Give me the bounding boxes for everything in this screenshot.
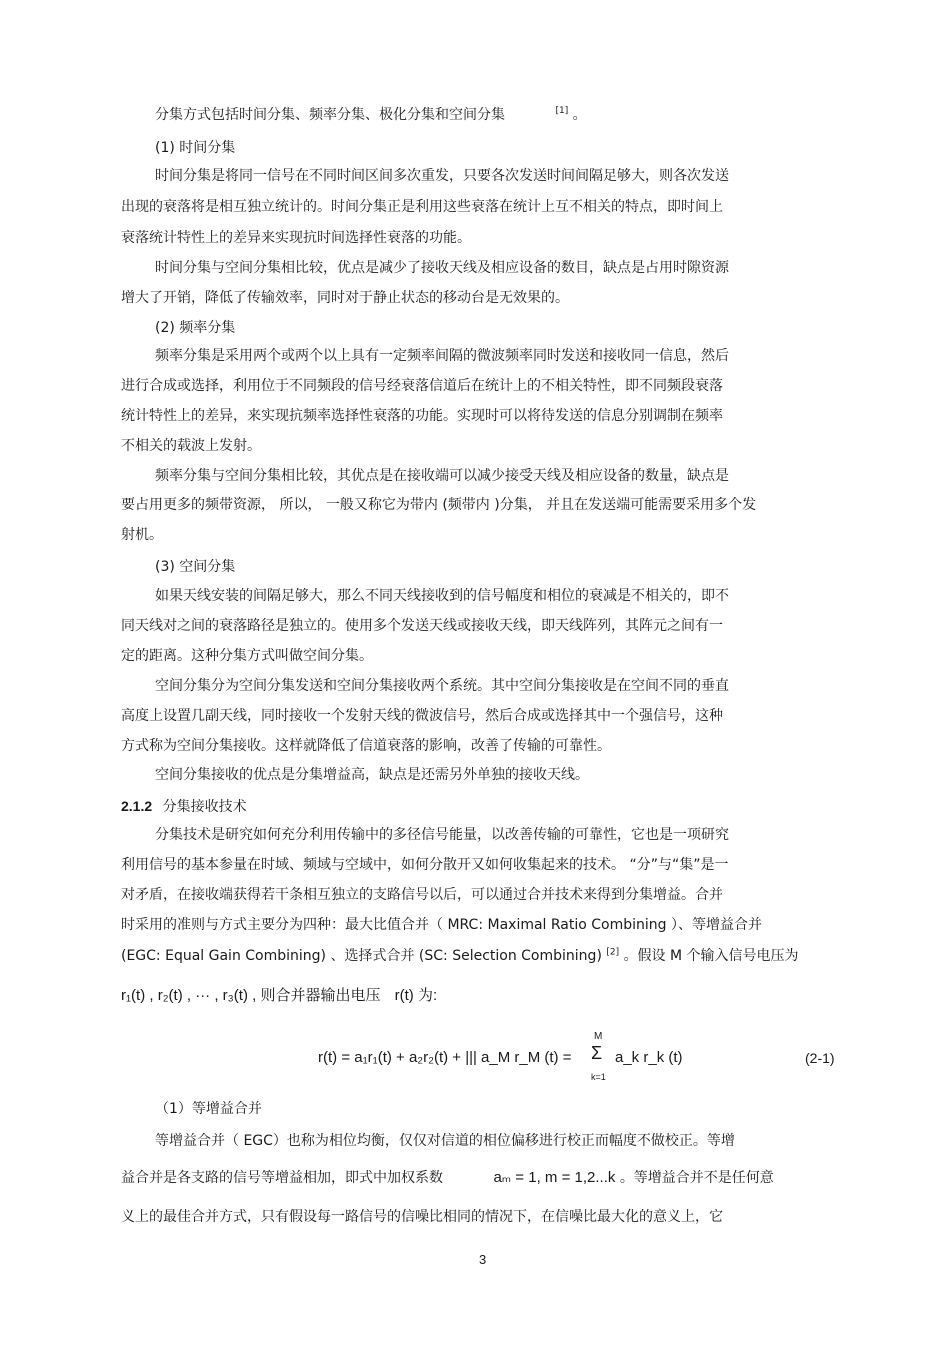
space-p2-line2: 高度上设置几副天线，同时接收一个发射天线的微波信号，然后合成或选择其中一个强信号，这种 <box>121 708 723 724</box>
intro-text: 分集方式包括时间分集、频率分集、极化分集和空间分集 <box>155 107 505 123</box>
freq-p2-line2: 要占用更多的频带资源， 所以， 一般又称它为带内 (频带内 )分集， 并且在发送端可能需要采用多个发 <box>121 497 757 513</box>
intro-line <box>155 105 587 125</box>
output-voltage: r(t) 为: <box>394 987 438 1004</box>
egc-line2 <box>121 1168 774 1188</box>
heading-time-diversity: (1) 时间分集 <box>155 140 236 156</box>
egc-line2-text: 益合并是各支路的信号等增益相加，即式中加权系数 <box>121 1170 443 1186</box>
heading-equal-gain: （1）等增益合并 <box>155 1101 262 1117</box>
time-p1-line3: 衰落统计特性上的差异来实现抗时间选择性衰落的功能。 <box>121 230 471 246</box>
heading-frequency-diversity: (2) 频率分集 <box>155 320 236 336</box>
egc-line3: 义上的最佳合并方式，只有假设每一路信号的信噪比相同的情况下，在信噪比最大化的意义上，它 <box>121 1209 723 1225</box>
time-p1-line1: 时间分集是将同一信号在不同时间区间多次重发，只要各次发送时间间隔足够大，则各次发送 <box>155 168 729 184</box>
s212-line3: 对矛盾，在接收端获得若干条相互独立的支路信号以后，可以通过合并技术来得到分集增益。合并 <box>121 887 723 903</box>
freq-p2-line1: 频率分集与空间分集相比较，其优点是在接收端可以减少接受天线及相应设备的数量，缺点是 <box>155 468 729 484</box>
time-p1-line2: 出现的衰落将是相互独立统计的。时间分集正是利用这些衰落在统计上互不相关的特点，即时间上 <box>121 199 723 215</box>
intro-citation: [1] <box>555 106 569 117</box>
s212-line1: 分集技术是研究如何充分利用传输中的多径信号能量，以改善传输的可靠性，它也是一项研究 <box>155 827 729 843</box>
s212-line5 <box>121 946 799 966</box>
signal-list: r₁(t) , r₂(t) , ··· , r₃(t) , 则合并器输出电压 <box>121 987 381 1004</box>
freq-p1-line3: 统计特性上的差异，来实现抗频率选择性衰落的功能。实现时可以将待发送的信息分别调制在频率 <box>121 408 723 424</box>
space-p1-line3: 定的距离。这种分集方式叫做空间分集。 <box>121 648 373 664</box>
section-number: 2.1.2 <box>121 798 153 814</box>
s212-line5-end: 。假设 M 个输入信号电压为 <box>623 948 799 964</box>
freq-p1-line2: 进行合成或选择，利用位于不同频段的信号经衰落信道后在统计上的不相关特性，即不同频段衰落 <box>121 378 723 394</box>
freq-p1-line4: 不相关的载波上发射。 <box>121 438 261 454</box>
page-number: 3 <box>479 1252 487 1267</box>
s212-line4: 时采用的准则与方式主要分为四种：最大比值合并（ MRC: Maximal Ratio Combining ）、等增益合并 <box>121 917 763 933</box>
space-p3-line1: 空间分集接收的优点是分集增益高，缺点是还需另外单独的接收天线。 <box>155 767 589 783</box>
s212-line2: 利用信号的基本参量在时域、频域与空域中，如何分散开又如何收集起来的技术。 “分”与“集”是一 <box>121 857 729 873</box>
heading-space-diversity: (3) 空间分集 <box>155 559 236 575</box>
s212-line6 <box>121 986 437 1006</box>
sum-lower-limit: k=1 <box>591 1072 606 1082</box>
freq-p1-line1: 频率分集是采用两个或两个以上具有一定频率间隔的微波频率同时发送和接收同一信息，然后 <box>155 348 729 364</box>
s212-line5-text: (EGC: Equal Gain Combining) 、选择式合并 (SC: Selection Combining) <box>121 948 602 964</box>
space-p1-line2: 同天线对之间的衰落路径是独立的。使用多个发送天线或接收天线，即天线阵列，其阵元之间有一 <box>121 618 723 634</box>
space-p2-line1: 空间分集分为空间分集发送和空间分集接收两个系统。其中空间分集接收是在空间不同的垂直 <box>155 678 729 694</box>
egc-line2-end: 。等增益合并不是任何意 <box>619 1170 774 1186</box>
time-p2-line2: 增大了开销，降低了传输效率，同时对于静止状态的移动台是无效果的。 <box>121 290 569 306</box>
space-p2-line3: 方式称为空间分集接收。这样就降低了信道衰落的影响，改善了传输的可靠性。 <box>121 738 611 754</box>
section-heading-2-1-2 <box>121 796 247 817</box>
sum-sign: Σ <box>591 1043 603 1063</box>
space-p1-line1: 如果天线安装的间隔足够大，那么不同天线接收到的信号幅度和相位的衰减是不相关的，即不 <box>155 588 729 604</box>
egc-line1: 等增益合并（ EGC）也称为相位均衡，仅仅对信道的相位偏移进行校正而幅度不做校正。等增 <box>155 1133 735 1149</box>
sum-upper-limit: M <box>594 1031 603 1042</box>
equation-rhs: a_k r_k (t) <box>615 1049 683 1066</box>
equation-lhs: r(t) = a₁r₁(t) + a₂r₂(t) + ||| a_M r_M (t) = <box>318 1049 572 1066</box>
time-p2-line1: 时间分集与空间分集相比较，优点是减少了接收天线及相应设备的数目，缺点是占用时隙资源 <box>155 260 729 276</box>
section-title: 分集接收技术 <box>162 799 247 815</box>
equation-label: (2-1) <box>805 1050 835 1066</box>
weight-coefficients: aₘ = 1, m = 1,2...k <box>493 1169 616 1186</box>
freq-p2-line3: 射机。 <box>121 527 163 543</box>
s212-citation: [2] <box>606 947 620 958</box>
intro-end: 。 <box>572 107 587 123</box>
